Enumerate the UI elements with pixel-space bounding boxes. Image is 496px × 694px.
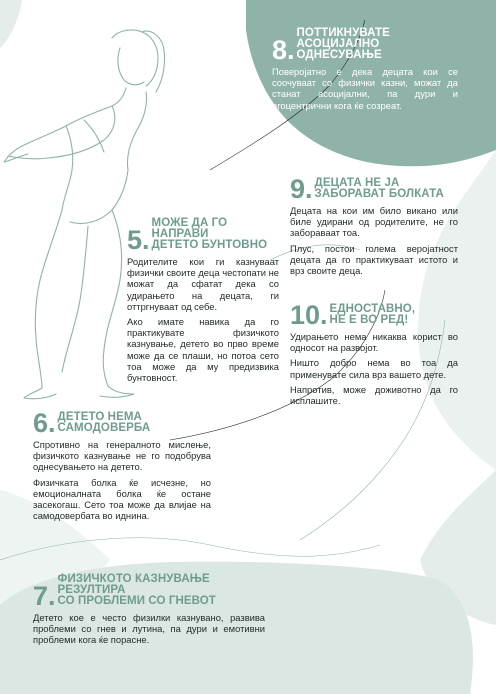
section-text: Спротивно на генералното мислење, физичкото казнување не го подобрува однесувањето на детето. <box>33 439 211 473</box>
section-text: Напротив, може доживотно да го исплашите. <box>290 383 458 407</box>
section-8-header <box>272 27 458 65</box>
section-title: МОЖЕ ДА ГО НАПРАВИ ДЕТЕТО БУНТОВНО <box>151 217 268 251</box>
section-title: ЕДНОСТАВНО, НЕ Е ВО РЕД! <box>329 303 416 326</box>
section-5 <box>127 218 279 387</box>
section-number: 9. <box>290 174 313 204</box>
section-7-header <box>33 573 265 611</box>
section-text: Ништо добро нема во тоа да применувате сила врз вашето дете. <box>290 357 458 380</box>
section-text: Ако имате навика да го практикувате физичкото казнување, детето во прво време може да се плаши, но потоа сето тоа може да му предизвика бунтовност. <box>127 316 279 384</box>
section-text: Децата на кои им било викано или биле удирани од родителите, не го забораваат тоа. <box>290 205 458 239</box>
section-10 <box>290 300 458 410</box>
section-title: ДЕЦАТА НЕ ЈА ЗАБОРАВАТ БОЛКАТА <box>314 177 444 200</box>
section-text: Родителите кои ги казнуваат физички своите деца честопати не можат да сфатат дека со удирањето на децата, ги оттргнуваат од себе. <box>127 256 280 312</box>
section-text: Поверојатно е дека децата кои се соочуваат со физички казни, можат да станат асоцијални, па дури и егоцентрични кога ќе созреат. <box>272 66 458 111</box>
section-title: ДЕТЕТО НЕМА САМОДОВЕРБА <box>57 411 151 434</box>
section-number: 7. <box>33 581 56 611</box>
section-9 <box>290 174 458 280</box>
section-title: ФИЗИЧКОТО КАЗНУВАЊЕ РЕЗУЛТИРА СО ПРОБЛЕМИ СО ГНЕВОТ <box>57 573 216 607</box>
section-number: 8. <box>272 35 295 65</box>
section-6 <box>33 408 211 525</box>
section-text: Физичката болка ќе исчезне, но емоционалната болка ќе остане засекогаш. Сето тоа може да влијае на самодовербата во иднина. <box>33 476 211 522</box>
section-text: Удирањето нема никаква корист во односот на развојот. <box>290 331 458 354</box>
section-text: Плус, постои голема веројатност децата да го практикуваат истото и врз своите деца. <box>290 242 458 277</box>
section-6-header <box>33 408 211 438</box>
section-8 <box>272 28 458 115</box>
section-5-header <box>127 217 279 255</box>
section-text: Детето кое е често физилки казнувано, развива проблеми со гнев и лутина, па дури и емотивни проблеми кога ќе порасне. <box>33 612 265 646</box>
section-10-header <box>290 300 458 330</box>
section-9-header <box>290 174 458 204</box>
section-7 <box>33 574 265 650</box>
section-title: ПОТТИКНУВАТЕ АСОЦИЈАЛНО ОДНЕСУВАЊЕ <box>296 27 390 61</box>
section-number: 10. <box>290 300 328 330</box>
section-number: 6. <box>33 408 56 438</box>
section-number: 5. <box>127 225 150 255</box>
